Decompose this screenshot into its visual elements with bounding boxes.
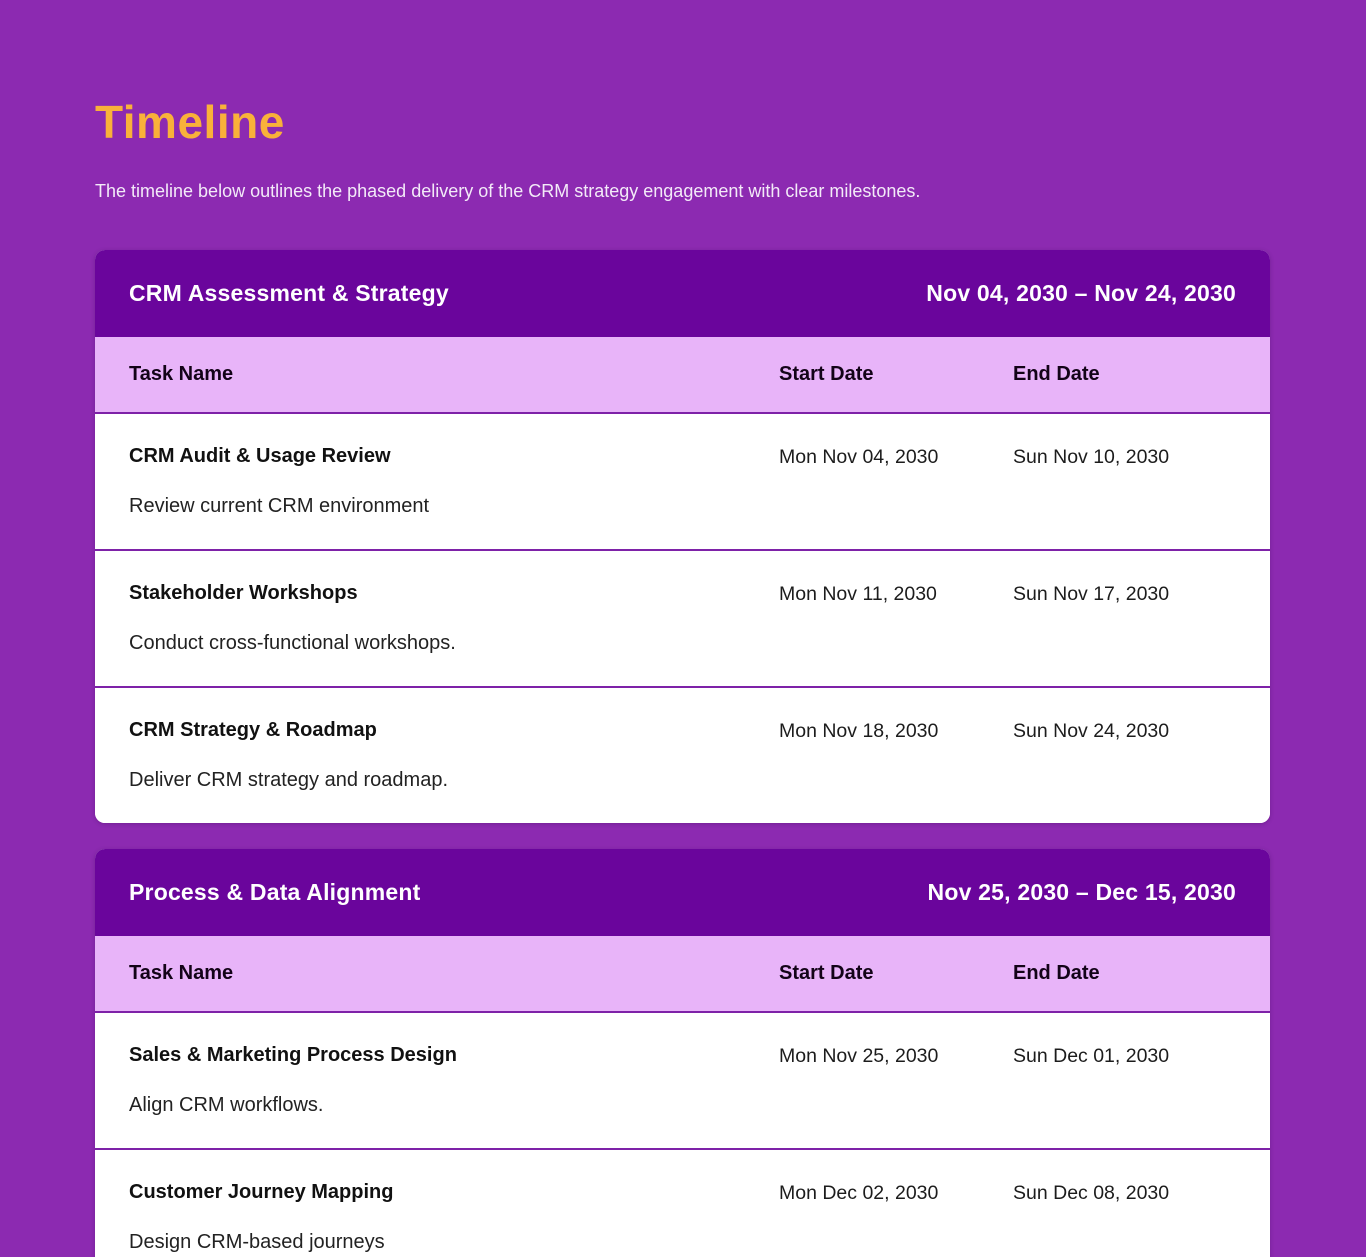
phase-date-range: Nov 04, 2030 – Nov 24, 2030	[926, 280, 1236, 307]
task-start-date: Mon Nov 04, 2030	[779, 446, 939, 469]
task-end-date: Sun Dec 08, 2030	[1013, 1182, 1170, 1205]
phase-header	[95, 849, 1270, 936]
task-rows	[95, 414, 1270, 823]
table-row	[95, 1013, 1270, 1150]
task-rows	[95, 1013, 1270, 1257]
table-row	[95, 688, 1270, 823]
task-start-date: Mon Nov 18, 2030	[779, 720, 939, 743]
page-subtitle: The timeline below outlines the phased delivery of the CRM strategy engagement with clear milestones.	[95, 180, 921, 201]
task-description: Deliver CRM strategy and roadmap.	[129, 769, 449, 792]
column-header-task-name: Task Name	[129, 363, 234, 386]
task-cell	[129, 445, 779, 518]
phase-card	[95, 849, 1270, 1257]
task-name: Stakeholder Workshops	[129, 582, 358, 605]
phase-name: Process & Data Alignment	[129, 879, 421, 906]
task-start-date: Mon Nov 11, 2030	[779, 583, 937, 606]
column-header-start-date: Start Date	[779, 962, 874, 985]
column-header-task-name: Task Name	[129, 962, 234, 985]
column-header-end-date: End Date	[1013, 363, 1100, 386]
task-name: CRM Strategy & Roadmap	[129, 719, 377, 742]
phase-list	[95, 250, 1270, 1257]
column-header-row	[95, 337, 1270, 414]
column-header-row	[95, 936, 1270, 1013]
task-name: Sales & Marketing Process Design	[129, 1044, 457, 1067]
task-end-date: Sun Nov 10, 2030	[1013, 446, 1170, 469]
column-header-start-date: Start Date	[779, 363, 874, 386]
task-description: Align CRM workflows.	[129, 1094, 324, 1117]
phase-header	[95, 250, 1270, 337]
task-cell	[129, 582, 779, 655]
task-cell	[129, 1181, 779, 1254]
task-description: Conduct cross-functional workshops.	[129, 632, 456, 655]
table-row	[95, 1150, 1270, 1257]
task-start-date: Mon Dec 02, 2030	[779, 1182, 939, 1205]
table-row	[95, 551, 1270, 688]
phase-name: CRM Assessment & Strategy	[129, 280, 449, 307]
task-name: Customer Journey Mapping	[129, 1181, 394, 1204]
task-description: Design CRM-based journeys	[129, 1231, 385, 1254]
page-title: Timeline	[95, 96, 285, 148]
task-end-date: Sun Nov 24, 2030	[1013, 720, 1170, 743]
phase-date-range: Nov 25, 2030 – Dec 15, 2030	[927, 879, 1236, 906]
phase-card	[95, 250, 1270, 823]
task-start-date: Mon Nov 25, 2030	[779, 1045, 939, 1068]
task-name: CRM Audit & Usage Review	[129, 445, 391, 468]
task-end-date: Sun Dec 01, 2030	[1013, 1045, 1170, 1068]
task-cell	[129, 719, 779, 792]
table-row	[95, 414, 1270, 551]
column-header-end-date: End Date	[1013, 962, 1100, 985]
task-description: Review current CRM environment	[129, 495, 430, 518]
task-cell	[129, 1044, 779, 1117]
task-end-date: Sun Nov 17, 2030	[1013, 583, 1170, 606]
